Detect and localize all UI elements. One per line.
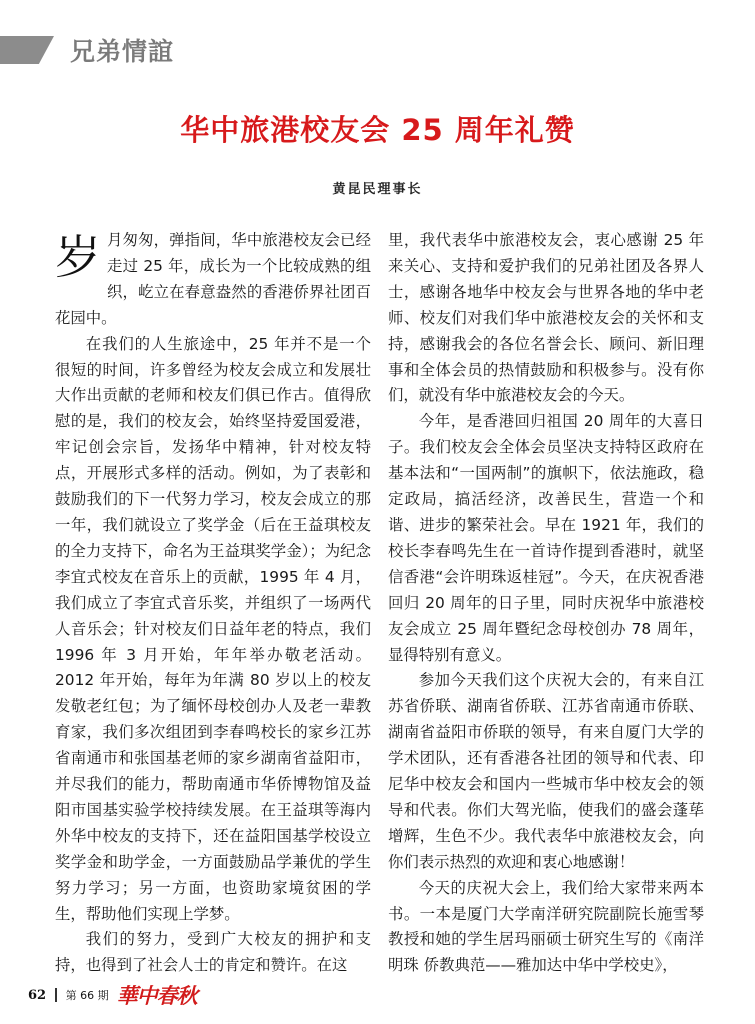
section-tab-marker	[0, 36, 54, 64]
drop-cap: 岁	[55, 230, 101, 284]
page-number: 62	[28, 987, 47, 1003]
paragraph: 今天的庆祝大会上，我们给大家带来两本书。一本是厦门大学南洋研究院副院长施雪琴教授和她的学生居玛丽硕士研究生写的《南洋明珠 侨教典范——雅加达中华中学校史》，	[388, 878, 704, 975]
magazine-logo: 華中春秋	[116, 983, 197, 1008]
paragraph	[55, 228, 371, 332]
article-title: 华中旅港校友会 25 周年礼赞	[180, 113, 575, 147]
page-footer	[28, 975, 197, 1015]
footer-divider	[55, 988, 57, 1002]
article-column-left	[55, 228, 371, 979]
paragraph-text: 月匆匆，弹指间，华中旅港校友会已经走过 25 年，成长为一个比较成熟的组织，屹立在春意盎然的香港侨界社团百花园中。	[55, 231, 371, 327]
section-label: 兄弟情誼	[70, 37, 175, 66]
paragraph: 在我们的人生旅途中，25 年并不是一个很短的时间，许多曾经为校友会成立和发展壮大作出贡献的老师和校友们俱已作古。值得欣慰的是，我们的校友会，始终坚持爱国爱港，牢记创会宗旨，发扬华中精神，针对校友特点，开展形式多样的活动。例如，为了表彰和鼓励我们的下一代努力学习，校友会成立的那一年，我们就设立了奖学金（后在王益琪校友的全力支持下，命名为王益琪奖学金）；为纪念李宜式校友在音乐上的贡献，1995 年 4 月，我们成立了李宜式音乐奖，并组织了一场两代人音乐会；针对校友们日益年老的特点，我们 1996 年 3 月开始，年年举办敬老活动。2012 年开始，每年为年满 80 岁以上的校友发敬老红包；为了缅怀母校创办人及老一辈教育家，我们多次组团到李春鸣校长的家乡江苏省南通市和张国基老师的家乡湖南省益阳市，并尽我们的能力，帮助南通市华侨博物馆及益阳市国基实验学校持续发展。在王益琪等海内外华中校友的支持下，还在益阳国基学校设立奖学金和助学金，一方面鼓励品学兼优的学生努力学习；另一方面，也资助家境贫困的学生，帮助他们实现上学梦。	[55, 334, 371, 923]
article-author: 黄昆民理事长	[332, 182, 423, 197]
paragraph: 里，我代表华中旅港校友会，衷心感谢 25 年来关心、支持和爱护我们的兄弟社团及各界人士，感谢各地华中校友会与世界各地的华中老师、校友们对我们华中旅港校友会的关怀和支持，感谢我会的各位名誉会长、顾问、新旧理事和全体会员的热情鼓励和积极参与。没有你们，就没有华中旅港校友会的今天。	[388, 231, 704, 405]
paragraph: 参加今天我们这个庆祝大会的，有来自江苏省侨联、湖南省侨联、江苏省南通市侨联、湖南省益阳市侨联的领导，有来自厦门大学的学术团队，还有香港各社团的领导和代表、印尼华中校友会和国内一些城市华中校友会的领导和代表。你们大驾光临，使我们的盛会蓬荜增辉，生色不少。我代表华中旅港校友会，向你们表示热烈的欢迎和衷心地感谢！	[388, 671, 704, 871]
issue-number: 第 66 期	[65, 989, 109, 1002]
paragraph: 我们的努力，受到广大校友的拥护和支持，也得到了社会人士的肯定和赞许。在这	[55, 930, 371, 975]
article-column-right	[388, 228, 704, 979]
paragraph: 今年，是香港回归祖国 20 周年的大喜日子。我们校友会全体会员坚决支持特区政府在基本法和“一国两制”的旗帜下，依法施政，稳定政局，搞活经济，改善民生，营造一个和谐、进步的繁荣社会。早在 1921 年，我们的校长李春鸣先生在一首诗作提到香港时，就坚信香港“会许明珠返桂冠”。今天，在庆祝香港回归 20 周年的日子里，同时庆祝华中旅港校友会成立 25 周年暨纪念母校创办 78 周年，显得特别有意义。	[388, 412, 704, 664]
